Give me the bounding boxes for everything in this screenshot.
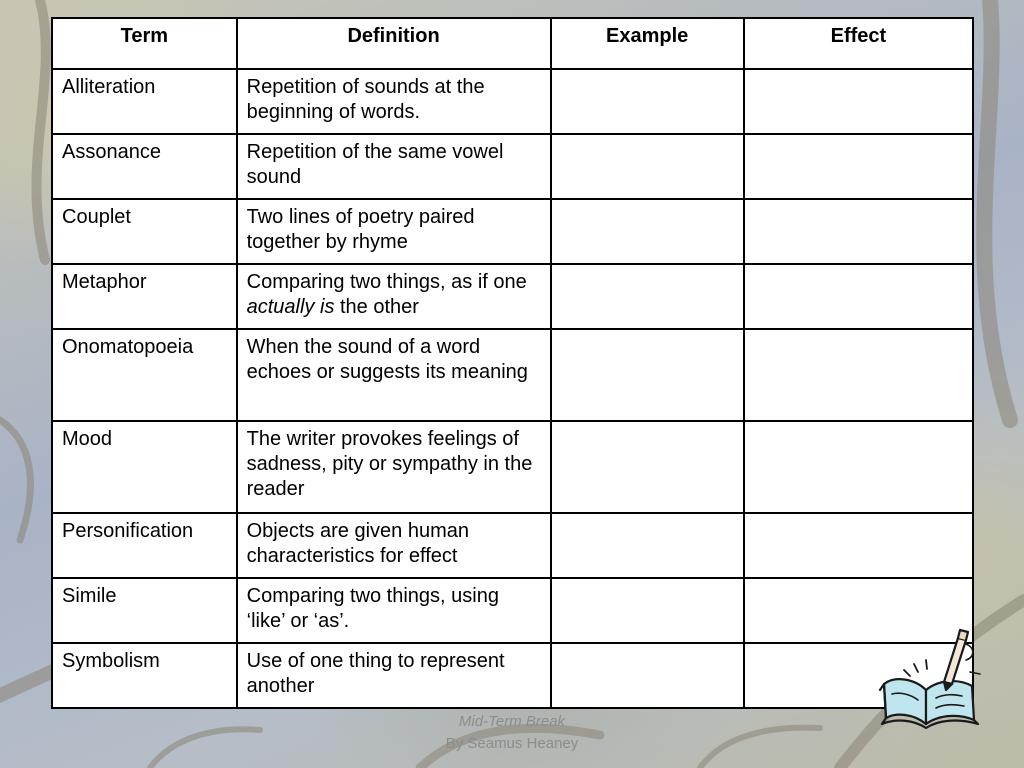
literary-terms-table [51,17,974,709]
poem-author: By Seamus Heaney [445,735,579,752]
definition-cell: Comparing two things, using ‘like’ or ‘as’. [237,578,551,643]
effect-cell[interactable] [744,329,973,421]
header-term: Term [52,18,237,69]
table-row [52,421,973,513]
term-cell: Onomatopoeia [52,329,237,421]
table-row [52,513,973,578]
example-cell[interactable] [551,643,744,708]
definition-cell: Repetition of sounds at the beginning of words. [237,69,551,134]
effect-cell[interactable] [744,264,973,329]
table-row [52,69,973,134]
example-cell[interactable] [551,199,744,264]
definition-emphasis: actually is [246,296,335,318]
term-cell: Mood [52,421,237,513]
effect-cell[interactable] [744,134,973,199]
term-cell: Couplet [52,199,237,264]
table-row [52,329,973,421]
example-cell[interactable] [551,264,744,329]
definition-text-end: the other [334,296,419,318]
effect-cell[interactable] [744,421,973,513]
header-effect: Effect [744,18,973,69]
example-cell[interactable] [551,329,744,421]
definition-cell: When the sound of a word echoes or suggests its meaning [237,329,551,421]
definition-cell: Objects are given human characteristics for effect [237,513,551,578]
term-cell: Alliteration [52,69,237,134]
effect-cell[interactable] [744,199,973,264]
table-header-row [52,18,973,69]
term-cell: Simile [52,578,237,643]
definition-cell: The writer provokes feelings of sadness, pity or sympathy in the reader [237,421,551,513]
term-cell: Assonance [52,134,237,199]
term-cell: Metaphor [52,264,237,329]
example-cell[interactable] [551,421,744,513]
example-cell[interactable] [551,578,744,643]
example-cell[interactable] [551,134,744,199]
poem-title: Mid-Term Break [458,713,566,730]
table-row [52,643,973,708]
table-row [52,199,973,264]
header-definition: Definition [237,18,551,69]
definition-cell: Use of one thing to represent another [237,643,551,708]
definition-cell [237,264,551,329]
term-cell: Symbolism [52,643,237,708]
effect-cell[interactable] [744,513,973,578]
definition-text-start: Comparing two things, as if one [246,271,527,293]
table-row [52,134,973,199]
example-cell[interactable] [551,513,744,578]
term-cell: Personification [52,513,237,578]
table-row [52,264,973,329]
table-row [52,578,973,643]
book-and-pen-icon [874,624,984,734]
example-cell[interactable] [551,69,744,134]
effect-cell[interactable] [744,69,973,134]
definition-cell: Repetition of the same vowel sound [237,134,551,199]
header-example: Example [551,18,744,69]
definition-cell: Two lines of poetry paired together by rhyme [237,199,551,264]
